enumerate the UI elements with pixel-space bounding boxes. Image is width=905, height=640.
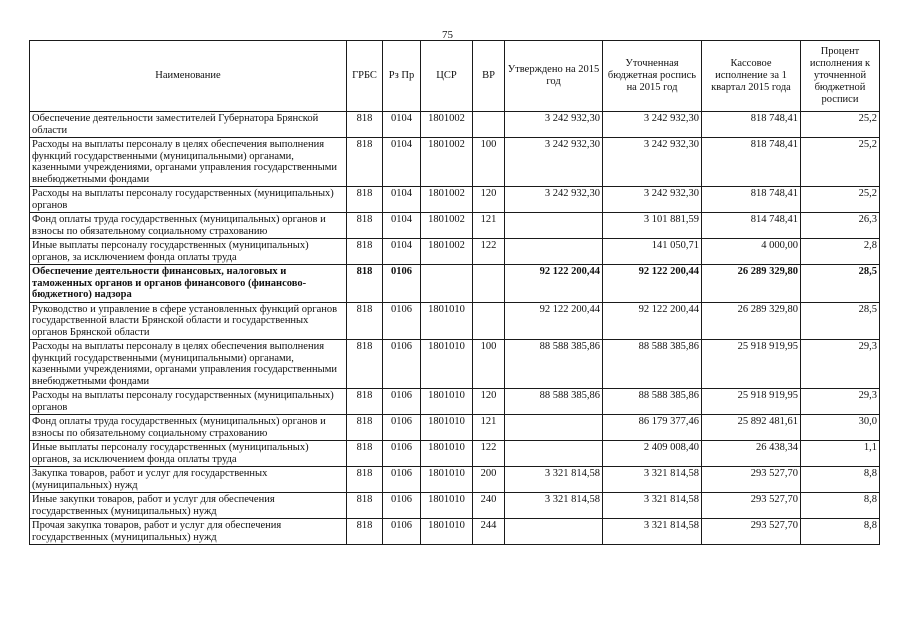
row-approved-cell: 3 321 814,58 (505, 467, 603, 493)
row-name-cell: Иные закупки товаров, работ и услуг для обеспечения государственных (муниципальных) нужд (30, 493, 347, 519)
row-refined-cell: 3 242 932,30 (603, 138, 702, 187)
row-vr-cell: 122 (473, 239, 505, 265)
row-percent-cell: 25,2 (801, 138, 880, 187)
row-approved-cell (505, 415, 603, 441)
table-row (30, 239, 880, 265)
row-rzpr-cell: 0106 (383, 302, 421, 340)
table-row (30, 213, 880, 239)
row-cash-cell: 818 748,41 (702, 112, 801, 138)
row-refined-cell: 3 321 814,58 (603, 493, 702, 519)
col-header-cash: Кассовое исполнение за 1 квартал 2015 года (702, 41, 801, 112)
row-approved-cell (505, 239, 603, 265)
row-vr-cell: 244 (473, 519, 505, 545)
col-header-csr: ЦСР (421, 41, 473, 112)
row-approved-cell: 3 242 932,30 (505, 138, 603, 187)
row-refined-cell: 88 588 385,86 (603, 389, 702, 415)
row-grbs-cell: 818 (347, 467, 383, 493)
row-grbs-cell: 818 (347, 112, 383, 138)
row-csr-cell: 1801010 (421, 519, 473, 545)
row-csr-cell: 1801010 (421, 389, 473, 415)
table-row (30, 493, 880, 519)
row-percent-cell: 25,2 (801, 112, 880, 138)
row-percent-cell: 8,8 (801, 493, 880, 519)
table-row (30, 138, 880, 187)
row-vr-cell: 122 (473, 441, 505, 467)
row-refined-cell: 3 321 814,58 (603, 519, 702, 545)
row-csr-cell: 1801010 (421, 441, 473, 467)
row-vr-cell: 121 (473, 213, 505, 239)
row-approved-cell: 92 122 200,44 (505, 302, 603, 340)
row-name-cell: Расходы на выплаты персоналу в целях обеспечения выполнения функций государственными (муниципальными) органами, казенными учреждениями, органами управления государственными внебюджетными фондами (30, 340, 347, 389)
row-rzpr-cell: 0104 (383, 213, 421, 239)
row-refined-cell: 141 050,71 (603, 239, 702, 265)
row-approved-cell: 88 588 385,86 (505, 340, 603, 389)
table-row (30, 340, 880, 389)
row-csr-cell: 1801002 (421, 239, 473, 265)
row-refined-cell: 2 409 008,40 (603, 441, 702, 467)
row-grbs-cell: 818 (347, 265, 383, 303)
row-name-cell: Прочая закупка товаров, работ и услуг для обеспечения государственных (муниципальных) нужд (30, 519, 347, 545)
row-vr-cell (473, 265, 505, 303)
row-cash-cell: 4 000,00 (702, 239, 801, 265)
row-csr-cell (421, 265, 473, 303)
row-cash-cell: 26 289 329,80 (702, 265, 801, 303)
table-row (30, 519, 880, 545)
row-vr-cell: 200 (473, 467, 505, 493)
row-rzpr-cell: 0104 (383, 138, 421, 187)
row-percent-cell: 1,1 (801, 441, 880, 467)
row-grbs-cell: 818 (347, 493, 383, 519)
row-approved-cell (505, 441, 603, 467)
table-row (30, 187, 880, 213)
row-vr-cell: 120 (473, 187, 505, 213)
row-refined-cell: 92 122 200,44 (603, 302, 702, 340)
row-grbs-cell: 818 (347, 415, 383, 441)
row-grbs-cell: 818 (347, 389, 383, 415)
row-cash-cell: 25 892 481,61 (702, 415, 801, 441)
row-name-cell: Руководство и управление в сфере установленных функций органов государственной власти Брянской области и государственных органов Брянской области (30, 302, 347, 340)
col-header-approved: Утверждено на 2015 год (505, 41, 603, 112)
row-refined-cell: 3 242 932,30 (603, 112, 702, 138)
col-header-grbs: ГРБС (347, 41, 383, 112)
row-name-cell: Обеспечение деятельности финансовых, налоговых и таможенных органов и органов финансового (финансово-бюджетного) надзора (30, 265, 347, 303)
row-rzpr-cell: 0106 (383, 519, 421, 545)
row-percent-cell: 29,3 (801, 389, 880, 415)
row-approved-cell: 92 122 200,44 (505, 265, 603, 303)
row-vr-cell (473, 112, 505, 138)
row-rzpr-cell: 0106 (383, 265, 421, 303)
row-cash-cell: 818 748,41 (702, 187, 801, 213)
row-approved-cell: 3 321 814,58 (505, 493, 603, 519)
row-approved-cell (505, 213, 603, 239)
row-percent-cell: 28,5 (801, 265, 880, 303)
row-rzpr-cell: 0106 (383, 441, 421, 467)
row-refined-cell: 3 321 814,58 (603, 467, 702, 493)
row-name-cell: Иные выплаты персоналу государственных (муниципальных) органов, за исключением фонда оплаты труда (30, 239, 347, 265)
row-refined-cell: 92 122 200,44 (603, 265, 702, 303)
row-csr-cell: 1801002 (421, 187, 473, 213)
row-cash-cell: 26 438,34 (702, 441, 801, 467)
row-csr-cell: 1801010 (421, 415, 473, 441)
col-header-vr: ВР (473, 41, 505, 112)
row-rzpr-cell: 0104 (383, 187, 421, 213)
row-vr-cell (473, 302, 505, 340)
row-grbs-cell: 818 (347, 340, 383, 389)
row-csr-cell: 1801010 (421, 302, 473, 340)
table-row (30, 265, 880, 303)
row-grbs-cell: 818 (347, 187, 383, 213)
table-row (30, 441, 880, 467)
table-row (30, 112, 880, 138)
row-csr-cell: 1801010 (421, 340, 473, 389)
row-name-cell: Расходы на выплаты персоналу в целях обеспечения выполнения функций государственными (муниципальными) органами, казенными учреждениями, органами управления государственными внебюджетными фондами (30, 138, 347, 187)
row-grbs-cell: 818 (347, 239, 383, 265)
row-cash-cell: 818 748,41 (702, 138, 801, 187)
col-header-refined: Уточненная бюджетная роспись на 2015 год (603, 41, 702, 112)
row-vr-cell: 100 (473, 340, 505, 389)
row-name-cell: Обеспечение деятельности заместителей Губернатора Брянской области (30, 112, 347, 138)
col-header-percent: Процент исполнения к уточненной бюджетной росписи (801, 41, 880, 112)
row-rzpr-cell: 0104 (383, 112, 421, 138)
row-name-cell: Закупка товаров, работ и услуг для государственных (муниципальных) нужд (30, 467, 347, 493)
row-csr-cell: 1801010 (421, 493, 473, 519)
row-rzpr-cell: 0106 (383, 467, 421, 493)
row-refined-cell: 88 588 385,86 (603, 340, 702, 389)
row-vr-cell: 121 (473, 415, 505, 441)
table-row (30, 415, 880, 441)
row-cash-cell: 293 527,70 (702, 493, 801, 519)
row-cash-cell: 293 527,70 (702, 519, 801, 545)
col-header-name: Наименование (30, 41, 347, 112)
row-cash-cell: 26 289 329,80 (702, 302, 801, 340)
row-percent-cell: 29,3 (801, 340, 880, 389)
row-name-cell: Фонд оплаты труда государственных (муниципальных) органов и взносы по обязательному социальному страхованию (30, 213, 347, 239)
row-rzpr-cell: 0106 (383, 340, 421, 389)
header-row (30, 41, 880, 112)
row-grbs-cell: 818 (347, 213, 383, 239)
row-name-cell: Иные выплаты персоналу государственных (муниципальных) органов, за исключением фонда оплаты труда (30, 441, 347, 467)
row-grbs-cell: 818 (347, 519, 383, 545)
row-vr-cell: 120 (473, 389, 505, 415)
row-csr-cell: 1801002 (421, 112, 473, 138)
row-approved-cell (505, 519, 603, 545)
row-percent-cell: 2,8 (801, 239, 880, 265)
row-percent-cell: 25,2 (801, 187, 880, 213)
row-vr-cell: 240 (473, 493, 505, 519)
page-number: 75 (442, 29, 453, 41)
row-cash-cell: 293 527,70 (702, 467, 801, 493)
row-csr-cell: 1801002 (421, 213, 473, 239)
row-name-cell: Расходы на выплаты персоналу государственных (муниципальных) органов (30, 187, 347, 213)
row-approved-cell: 3 242 932,30 (505, 112, 603, 138)
row-rzpr-cell: 0104 (383, 239, 421, 265)
row-approved-cell: 88 588 385,86 (505, 389, 603, 415)
row-rzpr-cell: 0106 (383, 493, 421, 519)
row-cash-cell: 814 748,41 (702, 213, 801, 239)
row-percent-cell: 28,5 (801, 302, 880, 340)
row-rzpr-cell: 0106 (383, 389, 421, 415)
row-approved-cell: 3 242 932,30 (505, 187, 603, 213)
row-grbs-cell: 818 (347, 138, 383, 187)
row-percent-cell: 26,3 (801, 213, 880, 239)
table-row (30, 467, 880, 493)
row-cash-cell: 25 918 919,95 (702, 340, 801, 389)
row-name-cell: Фонд оплаты труда государственных (муниципальных) органов и взносы по обязательному социальному страхованию (30, 415, 347, 441)
row-csr-cell: 1801002 (421, 138, 473, 187)
row-grbs-cell: 818 (347, 302, 383, 340)
row-csr-cell: 1801010 (421, 467, 473, 493)
row-name-cell: Расходы на выплаты персоналу государственных (муниципальных) органов (30, 389, 347, 415)
row-grbs-cell: 818 (347, 441, 383, 467)
budget-table (29, 40, 880, 545)
col-header-rzpr: Рз Пр (383, 41, 421, 112)
row-vr-cell: 100 (473, 138, 505, 187)
row-refined-cell: 3 101 881,59 (603, 213, 702, 239)
table-row (30, 302, 880, 340)
table-row (30, 389, 880, 415)
row-percent-cell: 8,8 (801, 519, 880, 545)
table-body (30, 112, 880, 545)
row-refined-cell: 86 179 377,46 (603, 415, 702, 441)
row-cash-cell: 25 918 919,95 (702, 389, 801, 415)
row-percent-cell: 30,0 (801, 415, 880, 441)
row-percent-cell: 8,8 (801, 467, 880, 493)
row-rzpr-cell: 0106 (383, 415, 421, 441)
row-refined-cell: 3 242 932,30 (603, 187, 702, 213)
